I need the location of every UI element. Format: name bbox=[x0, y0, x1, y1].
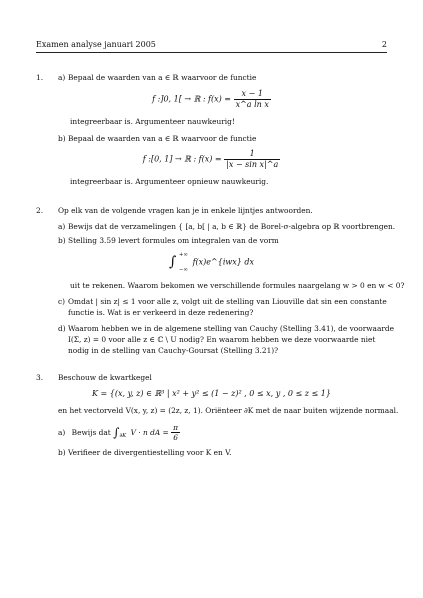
q2b-label: b) bbox=[58, 236, 66, 245]
q1a-eq-left: f :]0, 1[ → ℝ : f(x) = bbox=[152, 94, 232, 104]
q2d-line3: nodig in de stelling van Cauchy-Goursat (Stelling 3.21)? bbox=[68, 346, 279, 355]
q1-number: 1. bbox=[36, 73, 44, 82]
q1b-equation bbox=[0, 149, 423, 170]
q1b-label: b) bbox=[58, 134, 66, 143]
q3a-numerator: π bbox=[173, 423, 178, 432]
integral-sign-icon: ∫ bbox=[168, 253, 177, 270]
q2b-text: Stelling 3.59 levert formules om integralen van de vorm bbox=[68, 236, 279, 245]
q1b-after: integreerbaar is. Argumenteer opnieuw nauwkeurig. bbox=[70, 177, 269, 186]
q1a-numerator: x − 1 bbox=[234, 89, 271, 100]
q2b-integrand: f(x)e^{iwx} dx bbox=[192, 257, 255, 267]
q2c-line2: functie is. Wat is er verkeerd in deze redenering? bbox=[68, 308, 254, 317]
q1b-fraction bbox=[224, 149, 280, 170]
q1b-text: Bepaal de waarden van a ∈ ℝ waarvoor de functie bbox=[68, 134, 257, 143]
header-title: Examen analyse januari 2005 bbox=[36, 40, 156, 49]
q1a-fraction bbox=[234, 89, 271, 110]
page-number: 2 bbox=[381, 40, 387, 49]
q2b-integral bbox=[0, 252, 423, 273]
q3-intro: Beschouw de kwartkegel bbox=[58, 373, 152, 382]
q3a-label: a) bbox=[58, 427, 66, 437]
q3-cone-definition: K = {(x, y, z) ∈ ℝ³ | x² + y² ≤ (1 − z)² , 0 ≤ x, y , 0 ≤ z ≤ 1} bbox=[92, 389, 331, 398]
integral-sign-icon: ∫ bbox=[113, 425, 120, 440]
q3b-text: Verifieer de divergentiestelling voor K en V. bbox=[68, 448, 232, 457]
q1a-after: integreerbaar is. Argumenteer nauwkeurig! bbox=[70, 117, 235, 126]
q3a-integrand: V · n dA = bbox=[130, 427, 169, 437]
q3a-fraction bbox=[171, 423, 180, 443]
q1b-denominator: |x − sin x|^a bbox=[226, 160, 279, 169]
q1a-label: a) bbox=[58, 73, 66, 82]
q2b-int-upper: +∞ bbox=[178, 252, 189, 258]
q3a-row bbox=[58, 423, 180, 443]
q2d-line1: Waarom hebben we in de algemene stelling van Cauchy (Stelling 3.41), de voorwaarde bbox=[68, 324, 394, 333]
q3a-denominator: 6 bbox=[173, 433, 178, 443]
q2d-line2: I(Σ, z) = 0 voor alle z ∈ ℂ \ U nodig? En waarom hebben we deze voorwaarde niet bbox=[68, 335, 376, 344]
q3-field: en het vectorveld V(x, y, z) = (2z, z, 1). Oriënteer ∂K met de naar buiten wijzende normaal. bbox=[58, 406, 399, 415]
q2-number: 2. bbox=[36, 206, 44, 215]
q2b-int-lower: −∞ bbox=[178, 267, 189, 274]
q2b-after: uit te rekenen. Waarom bekomen we verschillende formules naargelang w > 0 en w < 0? bbox=[70, 281, 405, 290]
q2a-text: Bewijs dat de verzamelingen { [a, b[ | a, b ∈ ℝ} de Borel-σ-algebra op ℝ voortbrengen. bbox=[68, 222, 396, 231]
q2c-line1: Omdat | sin z| ≤ 1 voor alle z, volgt uit de stelling van Liouville dat sin een constante bbox=[68, 297, 387, 306]
q2b-int-limits bbox=[179, 252, 188, 273]
q2c-label: c) bbox=[58, 297, 66, 306]
q3a-text: Bewijs dat bbox=[71, 427, 111, 437]
q1a-text: Bepaal de waarden van a ∈ ℝ waarvoor de functie bbox=[68, 73, 257, 82]
q3b-label: b) bbox=[58, 448, 66, 457]
header-rule bbox=[36, 52, 387, 53]
q1a-equation bbox=[0, 89, 423, 110]
page-header bbox=[36, 40, 387, 52]
q3a-int-sub: ∂K bbox=[119, 433, 127, 440]
q1a-denominator: x^a ln x bbox=[235, 100, 269, 109]
q1b-numerator: 1 bbox=[224, 149, 280, 160]
q3-number: 3. bbox=[36, 373, 44, 382]
q1b-eq-left: f :[0, 1] → ℝ : f(x) = bbox=[142, 154, 222, 164]
q2d-label: d) bbox=[58, 324, 66, 333]
q2-intro: Op elk van de volgende vragen kan je in enkele lijntjes antwoorden. bbox=[58, 206, 313, 215]
q2a-label: a) bbox=[58, 222, 66, 231]
